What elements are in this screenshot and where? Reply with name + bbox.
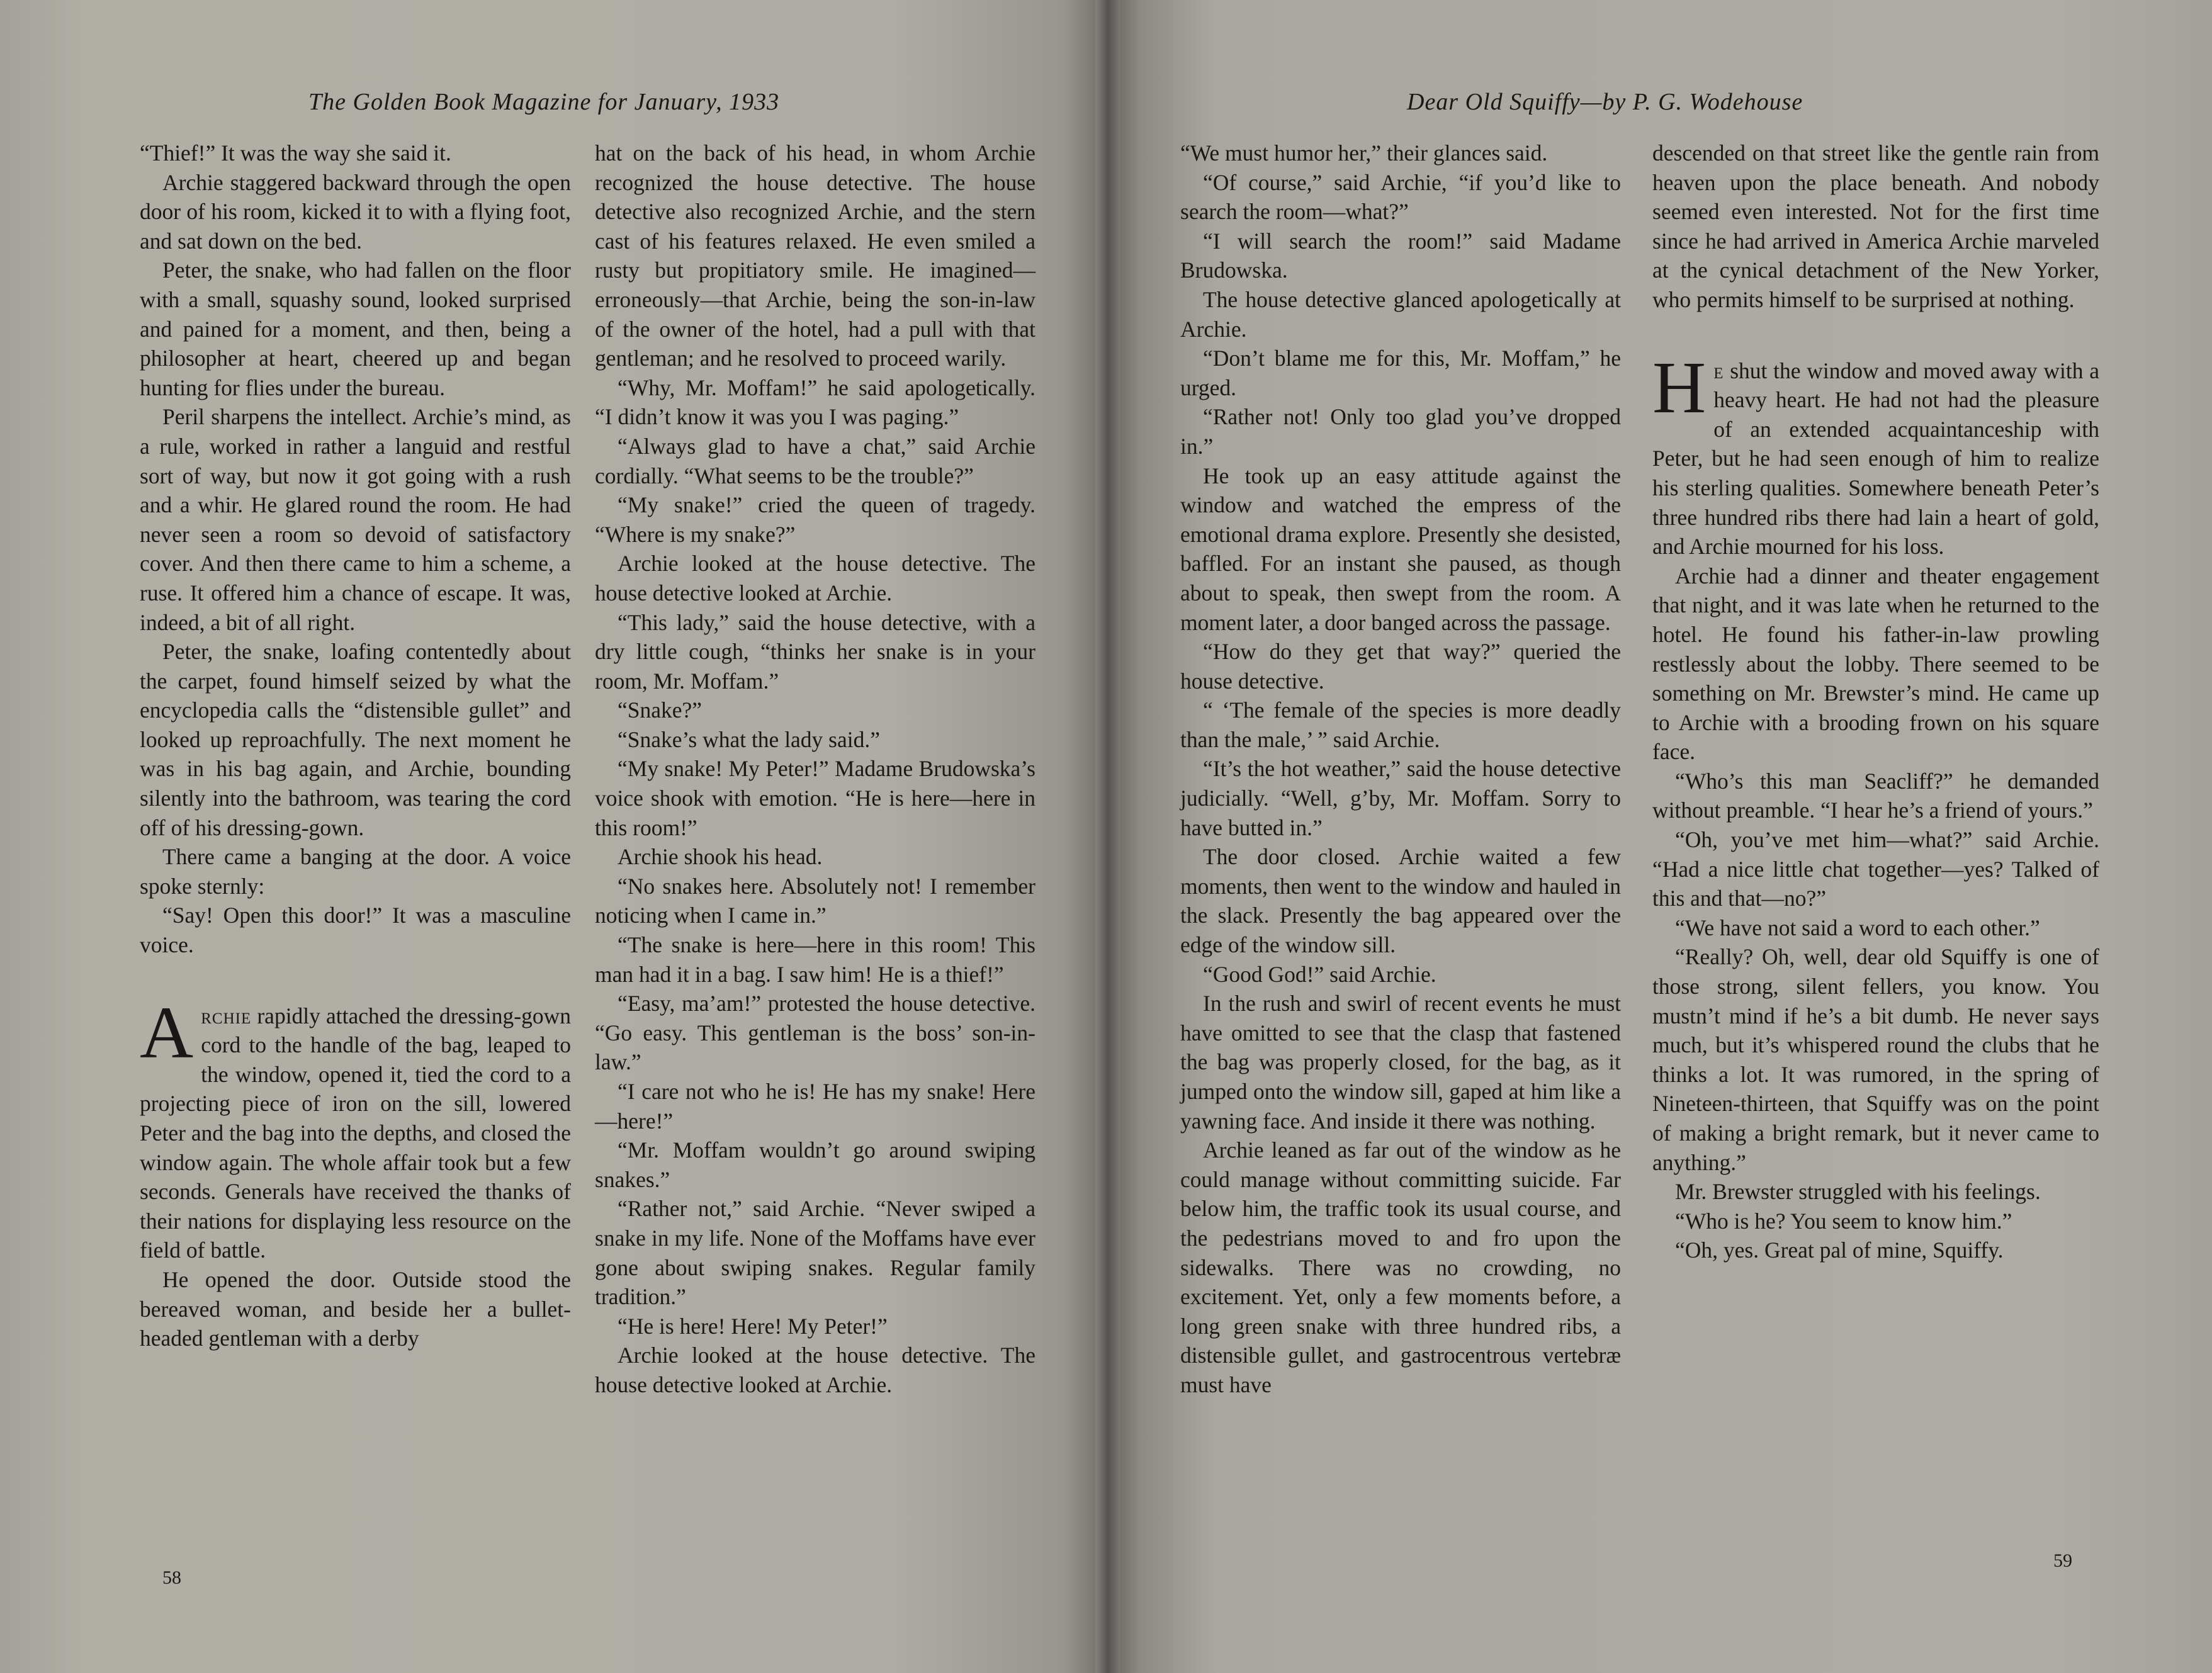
paragraph: “Who is he? You seem to know him.” [1675, 1208, 2012, 1234]
paragraph: There came a banging at the door. A voice spoke sternly: [140, 844, 571, 899]
section-opening-paragraph [140, 991, 571, 1265]
paragraph: He opened the door. Outside stood the bereaved woman, and beside her a bullet-headed gentleman with a derby [140, 1266, 571, 1351]
paragraph: “We have not said a word to each other.” [1675, 915, 2040, 940]
paragraph: “Rather not,” said Archie. “Never swiped a snake in my life. None of the Moffams have ever gone about swiping snakes. Regular family tradition.” [595, 1196, 1035, 1310]
paragraph: Mr. Brewster struggled with his feelings. [1675, 1179, 2041, 1205]
paragraph: “Say! Open this door!” It was a masculine voice. [140, 903, 571, 958]
small-caps-lead: e [1713, 358, 1724, 383]
paragraph: “It’s the hot weather,” said the house detective judicially. “Well, g’by, Mr. Moffam. Sorry to have butted in.” [1180, 756, 1621, 840]
running-header-left: The Golden Book Magazine for January, 1933 [308, 89, 780, 115]
column-4 [1652, 138, 2099, 1265]
paragraph: “Mr. Moffam wouldn’t go around swiping snakes.” [595, 1137, 1035, 1192]
paragraph: “Who’s this man Seacliff?” he demanded without preamble. “I hear he’s a friend of yours.” [1652, 768, 2099, 823]
paragraph: “Snake’s what the lady said.” [618, 726, 881, 752]
paragraph: “Why, Mr. Moffam!” he said apologetically. “I didn’t know it was you I was paging.” [595, 375, 1035, 430]
paragraph: “No snakes here. Absolutely not! I remember noticing when I came in.” [595, 873, 1035, 928]
paragraph: Archie had a dinner and theater engagement that night, and it was late when he returned to the hotel. He found his father-in-law prowling restlessly about the lobby. There seemed to be something on Mr. Brewster’s mind. He came up to Archie with a brooding frown on his square face. [1652, 563, 2099, 765]
column-2 [595, 138, 1035, 1400]
paragraph: The house detective glanced apologetically at Archie. [1180, 286, 1621, 342]
paragraph: “Easy, ma’am!” protested the house detective. “Go easy. This gentleman is the boss’ son-in-law.” [595, 991, 1035, 1075]
paragraph: Archie leaned as far out of the window as he could manage without committing suicide. Far below him, the traffic took its usual course, and the pedestrians moved to and fro upon the sidewalks. There was no crowding, no excitement. Yet, only a few moments before, a long green snake with three hundred ribs, a distensible gullet, and gastrocentrous vertebræ must have [1180, 1137, 1621, 1397]
paragraph: The door closed. Archie waited a few moments, then went to the window and hauled in the slack. Presently the bag appeared over the edge of the window sill. [1180, 844, 1621, 958]
page-number-left: 58 [162, 1567, 181, 1588]
paragraph: “Rather not! Only too glad you’ve dropped in.” [1180, 404, 1621, 459]
drop-cap: H [1652, 346, 1707, 429]
paragraph: “I will search the room!” said Madame Brudowska. [1180, 228, 1621, 283]
paragraph: “Always glad to have a chat,” said Archie cordially. “What seems to be the trouble?” [595, 433, 1035, 488]
paragraph: Archie shook his head. [618, 844, 823, 870]
paragraph: “How do they get that way?” queried the house detective. [1180, 639, 1621, 694]
paragraph: “Oh, you’ve met him—what?” said Archie. “Had a nice little chat together—yes? Talked of this and that—no?” [1652, 827, 2099, 911]
section-text: rapidly attached the dressing-gown cord to the handle of the bag, leaped to the window, opened it, tied the cord to a projecting piece of iron on the sill, lowered Peter and the bag into the depths, and closed the window again. The whole affair took but a few seconds. Generals have received the thanks of their nations for displaying less resource on the field of battle. [140, 1003, 571, 1263]
paragraph: Peter, the snake, who had fallen on the floor with a small, squashy sound, looked surprised and pained for a moment, and then, being a philosopher at heart, cheered up and began hunting for flies under the bureau. [140, 257, 571, 400]
section-opening-paragraph [1652, 346, 2099, 561]
paragraph: “The snake is here—here in this room! This man had it in a bag. I saw him! He is a thief!” [595, 932, 1035, 987]
paragraph: “Don’t blame me for this, Mr. Moffam,” he urged. [1180, 346, 1621, 400]
paragraph: hat on the back of his head, in whom Archie recognized the house detective. The house detective also recognized Archie, and the stern cast of his features relaxed. He even smiled a rusty but propitiatory smile. He imagined—erroneously—that Archie, being the son-in-law of the owner of the hotel, had a pull with that gentleman; and he resolved to proceed warily. [595, 140, 1035, 371]
page-number-right: 59 [2053, 1550, 2072, 1571]
paragraph: “My snake! My Peter!” Madame Brudowska’s voice shook with emotion. “He is here—here in this room!” [595, 756, 1035, 840]
column-1 [140, 138, 571, 1353]
paragraph: “Oh, yes. Great pal of mine, Squiffy. [1675, 1237, 2004, 1263]
paragraph: Peter, the snake, loafing contentedly about the carpet, found himself seized by what the encyclopedia calls the “distensible gullet” and looked up reproachfully. The next moment he was in his bag again, and Archie, bounding silently into the bathroom, was tearing the cord off of his dressing-gown. [140, 639, 571, 840]
paragraph: “We must humor her,” their glances said. [1180, 140, 1548, 166]
drop-cap: A [140, 991, 194, 1074]
running-header-right: Dear Old Squiffy—by P. G. Wodehouse [1407, 89, 1803, 115]
paragraph: Archie staggered backward through the open door of his room, kicked it to with a flying foot, and sat down on the bed. [140, 169, 571, 254]
paragraph: descended on that street like the gentle rain from heaven upon the place beneath. And nobody seemed even interested. Not for the first time since he had arrived in America Archie marveled at the cynical detachment of the New Yorker, who permits himself to be surprised at nothing. [1652, 140, 2099, 312]
paragraph: “Of course,” said Archie, “if you’d like to search the room—what?” [1180, 169, 1621, 225]
paragraph: “He is here! Here! My Peter!” [618, 1313, 888, 1339]
paragraph: “Thief!” It was the way she said it. [140, 140, 451, 166]
right-page [1108, 0, 2212, 1673]
paragraph: Archie looked at the house detective. The house detective looked at Archie. [595, 551, 1035, 606]
column-3 [1180, 138, 1621, 1400]
small-caps-lead: rchie [201, 1003, 252, 1028]
paragraph: “ ‘The female of the species is more deadly than the male,’ ” said Archie. [1180, 697, 1621, 752]
paragraph: He took up an easy attitude against the window and watched the empress of the emotional drama explore. Presently she desisted, baffled. For an instant she paused, as though about to speak, then swept from the room. A moment later, a door banged across the passage. [1180, 463, 1621, 635]
paragraph: “I care not who he is! He has my snake! Here—here!” [595, 1079, 1035, 1134]
paragraph: “This lady,” said the house detective, with a dry little cough, “thinks her snake is in your room, Mr. Moffam.” [595, 609, 1035, 694]
paragraph: In the rush and swirl of recent events he must have omitted to see that the clasp that fastened the bag was properly closed, for the bag, as it jumped onto the window sill, gaped at him like a yawning face. And inside it there was nothing. [1180, 991, 1621, 1134]
paragraph: “My snake!” cried the queen of tragedy. “Where is my snake?” [595, 492, 1035, 547]
paragraph: “Really? Oh, well, dear old Squiffy is one of those strong, silent fellers, you know. You mustn’t mind if he’s a bit dumb. He never says much, but it’s whispered round the clubs that he thinks a lot. It was rumored, in the spring of Nineteen-thirteen, that Squiffy was on the point of making a bright remark, but it never came to anything.” [1652, 944, 2099, 1175]
binding-gutter [1095, 0, 1120, 1673]
paragraph: “Good God!” said Archie. [1203, 961, 1436, 987]
paragraph: Archie looked at the house detective. The house detective looked at Archie. [595, 1343, 1035, 1397]
paragraph: Peril sharpens the intellect. Archie’s mind, as a rule, worked in rather a languid and restful sort of way, but now it got going with a rush and a whir. He glared round the room. He had never seen a room so devoid of satisfactory cover. And then there came to him a scheme, a ruse. It offered him a chance of escape. It was, indeed, a bit of all right. [140, 404, 571, 635]
paragraph: “Snake?” [618, 697, 703, 723]
section-text: shut the window and moved away with a heavy heart. He had not had the pleasure of an extended acquaintanceship with Peter, but he had seen enough of him to realize his sterling qualities. Somewhere beneath Peter’s three hundred ribs there had lain a heart of gold, and Archie mourned for his loss. [1652, 358, 2099, 560]
